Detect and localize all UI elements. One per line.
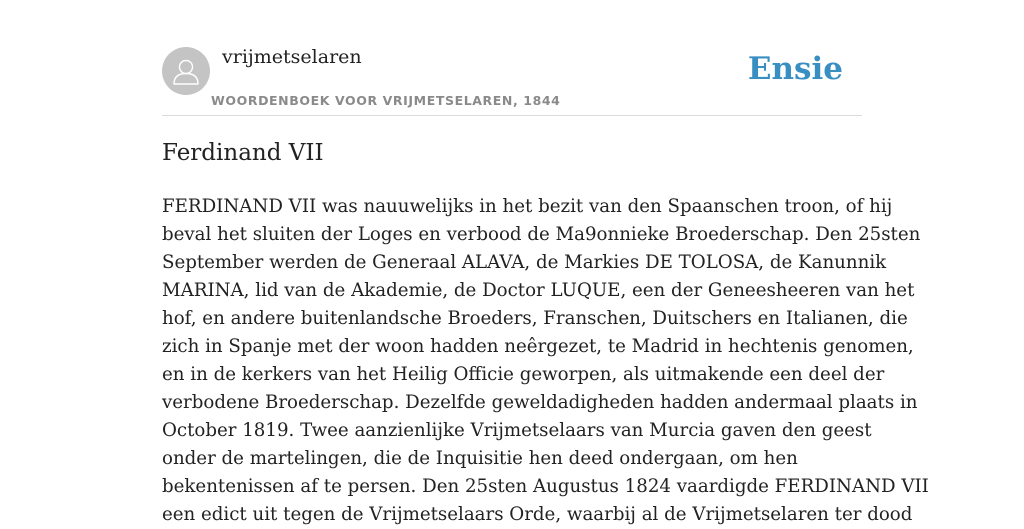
body-line: beval het sluiten der Loges en verbood de Ma9onnieke Broederschap. Den 25sten — [162, 224, 921, 245]
body-line: hof, en andere buitenlandsche Broeders, Franschen, Duitschers en Italianen, die — [162, 308, 908, 329]
body-line: bekentenissen af te persen. Den 25sten Augustus 1824 vaardigde FERDINAND VII — [162, 476, 929, 497]
body-line: verbodene Broederschap. Dezelfde geweldadigheden hadden andermaal plaats in — [162, 392, 918, 413]
body-line: zich in Spanje met der woon hadden neêrgezet, te Madrid in hechtenis genomen, — [162, 336, 914, 357]
body-line: September werden de Generaal ALAVA, de Markies DE TOLOSA, de Kanunnik — [162, 252, 887, 273]
body-line: FERDINAND VII was nauuwelijks in het bezit van den Spaanschen troon, of hij — [162, 196, 893, 217]
header — [162, 0, 862, 116]
page-title: Ferdinand VII — [162, 140, 324, 166]
author-name[interactable]: vrijmetselaren — [222, 46, 362, 68]
body-line: en in de kerkers van het Heilig Officie geworpen, als uitmakende een deel der — [162, 364, 885, 385]
article-body — [162, 193, 929, 529]
body-line: onder de martelingen, die de Inquisitie hen deed ondergaan, om hen — [162, 448, 798, 469]
source-label[interactable]: WOORDENBOEK VOOR VRIJMETSELAREN, 1844 — [211, 93, 561, 108]
avatar[interactable] — [162, 47, 210, 95]
body-line: een edict uit tegen de Vrijmetselaars Orde, waarbij al de Vrijmetselaren ter dood — [162, 504, 913, 525]
body-line: MARINA, lid van de Akademie, de Doctor LUQUE, een der Geneesheeren van het — [162, 280, 915, 301]
site-logo[interactable]: Ensie — [747, 51, 843, 87]
body-line: October 1819. Twee aanzienlijke Vrijmetselaars van Murcia gaven den geest — [162, 420, 872, 441]
user-icon — [162, 47, 210, 95]
